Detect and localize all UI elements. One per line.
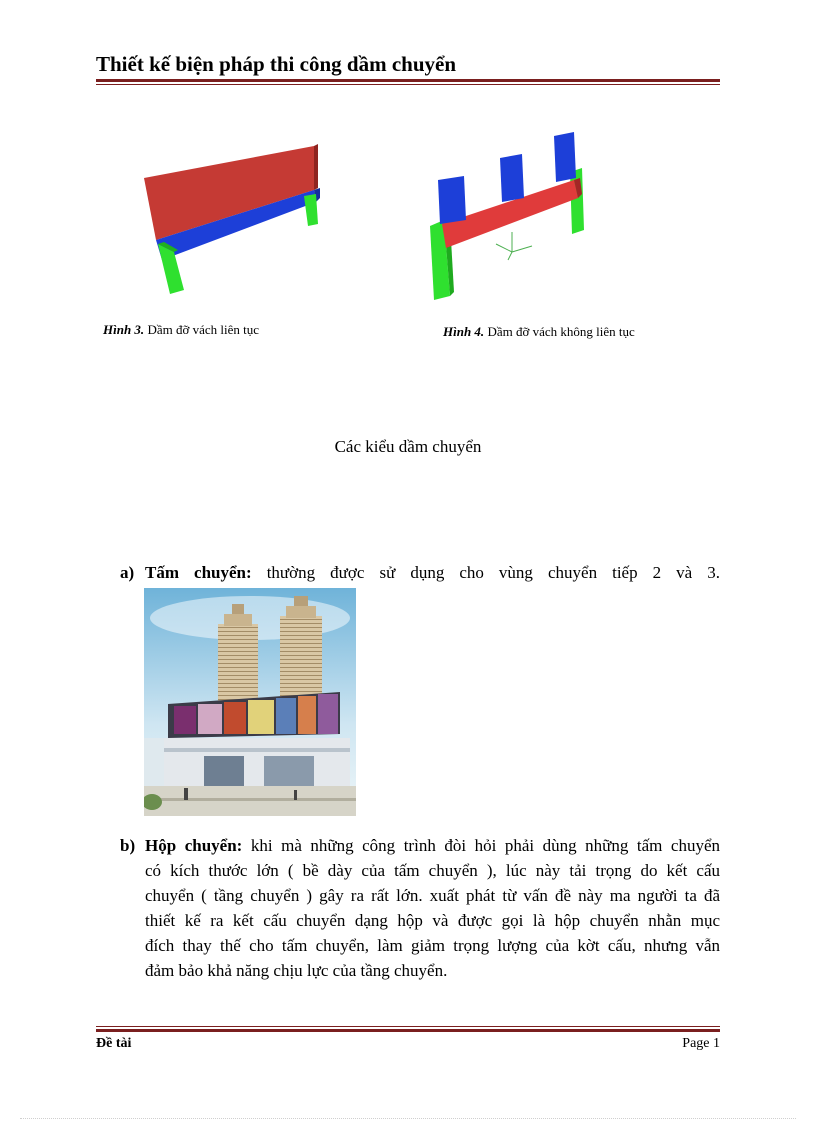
figure-3-label: Hình 3. <box>103 322 145 337</box>
list-item-a-marker: a) <box>120 563 135 582</box>
photo-podium-base <box>144 738 350 786</box>
list-item-a <box>120 560 720 585</box>
list-item-b-text <box>145 833 720 983</box>
photo-tower-left <box>218 604 258 704</box>
list-item-b-line-6: đảm bảo khả năng chịu lực của tầng chuyển. <box>145 961 448 980</box>
footer-rule-thin <box>96 1026 720 1027</box>
list-item-a-term: Tấm chuyển: <box>145 563 252 582</box>
axis-triad-icon <box>496 232 532 260</box>
figure-4-caption-text: Dầm đỡ vách không liên tục <box>487 324 635 339</box>
figure-3-caption <box>103 322 259 338</box>
figure-4-label: Hình 4. <box>443 324 485 339</box>
figure-4-caption <box>443 324 635 340</box>
building-photo <box>144 588 356 816</box>
footer-rule-thick <box>96 1029 720 1032</box>
figure-4-drawing <box>424 128 594 303</box>
list-item-a-body: thường được sử dụng cho vùng chuyển tiếp 2 và 3. <box>266 563 720 582</box>
figure-3-drawing <box>138 140 328 300</box>
photo-tower-right <box>280 596 322 704</box>
photo-street <box>144 786 356 816</box>
page-bottom-border <box>20 1118 796 1119</box>
header-rule-thick <box>96 79 720 82</box>
header-rule-thin <box>96 84 720 85</box>
page-header-title: Thiết kế biện pháp thi công dầm chuyển <box>96 52 456 76</box>
list-item-b-line-3: chuyển ( tầng chuyển ) gây ra rất lớn. xuất phát từ vấn đề này ma người ta đã <box>145 886 720 905</box>
list-item-b-line-1: khi mà những công trình đòi hỏi phải dùng những tấm chuyển <box>250 836 721 855</box>
footer-label: Đề tài <box>96 1036 132 1051</box>
list-item-b-line-2: có kích thước lớn ( bề dày của tấm chuyển ), lúc này tải trọng do kết cấu <box>145 861 720 880</box>
list-item-b-term: Hộp chuyển: <box>145 836 243 855</box>
list-item-b-line <box>145 833 720 858</box>
list-item-b-line-4: thiết kế ra kết cấu chuyển dạng hộp và được gọi là hộp chuyển nhằn mục <box>145 911 720 930</box>
list-item-b-marker: b) <box>120 836 136 855</box>
list-item-b <box>120 833 720 983</box>
section-title: Các kiểu dầm chuyển <box>334 437 482 456</box>
list-item-a-text <box>145 560 720 585</box>
list-item-b-line-5: đích thay thế cho tấm chuyển, làm giảm trọng lượng của kờt cấu, nhưng vẫn <box>145 936 720 955</box>
figure-3-column-right <box>304 194 318 226</box>
figure-3-caption-text: Dầm đỡ vách liên tục <box>147 322 259 337</box>
page-number: Page 1 <box>682 1036 720 1051</box>
